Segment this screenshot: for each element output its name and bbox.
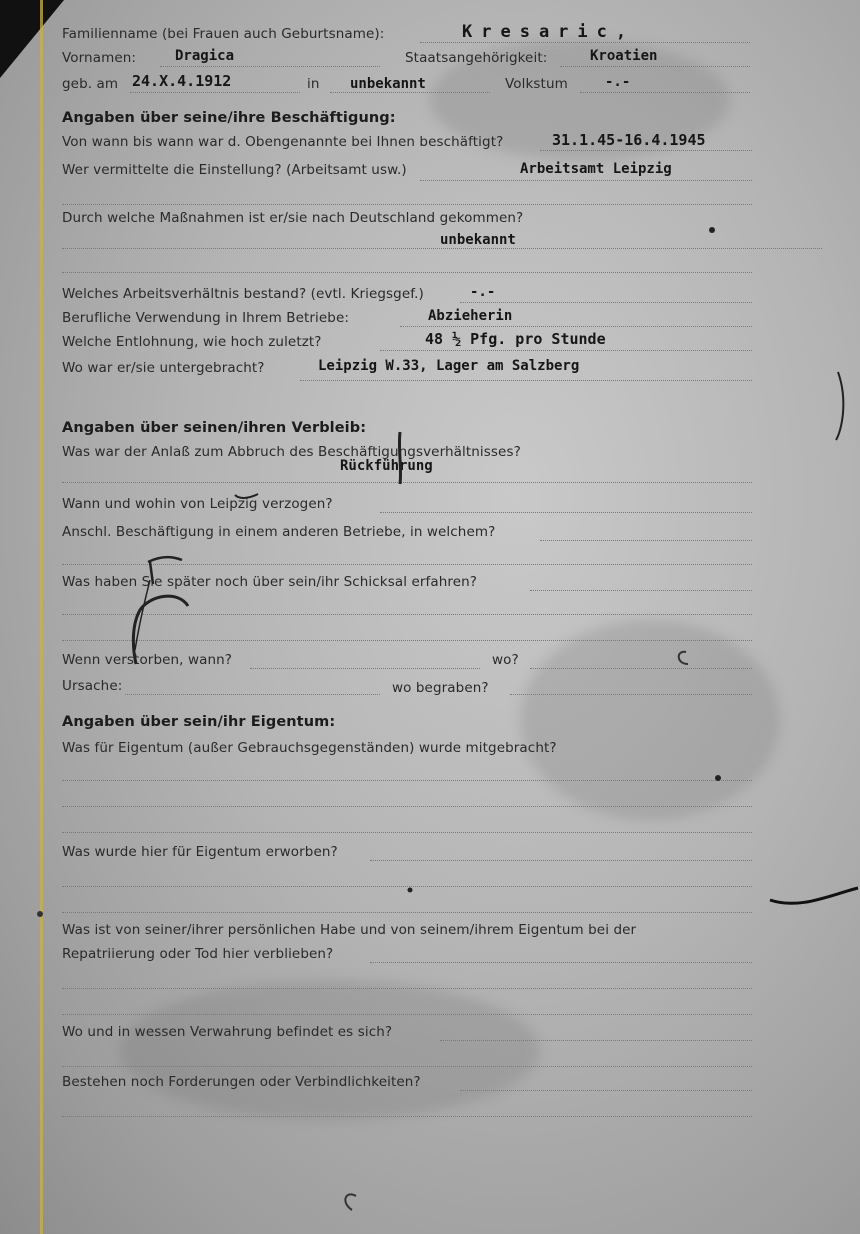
birth-value: 24.X.4.1912 <box>132 72 232 90</box>
brought-label: Was für Eigentum (außer Gebrauchsgegenständen) wurde mitgebracht? <box>62 740 557 756</box>
surname-value: Kresaric, <box>462 22 636 42</box>
custody-label: Wo und in wessen Verwahrung befindet es sich? <box>62 1024 393 1040</box>
arrival-value: unbekannt <box>440 232 516 248</box>
placement-label: Wer vermittelte die Einstellung? (Arbeitsamt usw.) <box>62 162 407 178</box>
relation-value: -.- <box>470 284 496 300</box>
employment-heading: Angaben über seine/ihre Beschäftigung: <box>62 110 396 126</box>
birthplace-value: unbekannt <box>350 76 426 92</box>
surname-label: Familienname (bei Frauen auch Geburtsname): <box>62 26 385 42</box>
claims-label: Bestehen noch Forderungen oder Verbindlichkeiten? <box>62 1074 421 1090</box>
nationality-value: Kroatien <box>590 48 658 64</box>
birthplace-in-label: in <box>307 76 320 92</box>
burial-label: wo begraben? <box>392 680 489 696</box>
moved-label: Wann und wohin von Leipzig verzogen? <box>62 496 333 512</box>
whereabouts-heading: Angaben über seinen/ihren Verbleib: <box>62 420 367 436</box>
ethnicity-value: -.- <box>605 74 631 90</box>
employment-period-value: 31.1.45-16.4.1945 <box>552 131 706 149</box>
firstname-value: Dragica <box>175 48 235 64</box>
reason-value: Rückführung <box>340 458 433 474</box>
cause-label: Ursache: <box>62 678 123 694</box>
arrival-label: Durch welche Maßnahmen ist er/sie nach Deutschland gekommen? <box>62 210 524 226</box>
employment-period-label: Von wann bis wann war d. Obengenannte bei Ihnen beschäftigt? <box>62 134 504 150</box>
reason-label: Was war der Anlaß zum Abbruch des Beschäftigungsverhältnisses? <box>62 444 521 460</box>
role-value: Abzieherin <box>428 308 513 324</box>
next-job-label: Anschl. Beschäftigung in einem anderen Betriebe, in welchem? <box>62 524 496 540</box>
housing-label: Wo war er/sie untergebracht? <box>62 360 265 376</box>
ethnicity-label: Volkstum <box>505 76 568 92</box>
role-label: Berufliche Verwendung in Ihrem Betriebe: <box>62 310 350 326</box>
death-when-label: Wenn verstorben, wann? <box>62 652 233 668</box>
pay-label: Welche Entlohnung, wie hoch zuletzt? <box>62 334 322 350</box>
relation-label: Welches Arbeitsverhältnis bestand? (evtl. Kriegsgef.) <box>62 286 424 302</box>
fate-label: Was haben Sie später noch über sein/ihr Schicksal erfahren? <box>62 574 478 590</box>
firstname-label: Vornamen: <box>62 50 137 66</box>
nationality-label: Staatsangehörigkeit: <box>405 50 548 66</box>
death-where-label: wo? <box>492 652 519 668</box>
birth-label: geb. am <box>62 76 119 92</box>
property-heading: Angaben über sein/ihr Eigentum: <box>62 714 336 730</box>
housing-value: Leipzig W.33, Lager am Salzberg <box>318 358 580 374</box>
placement-value: Arbeitsamt Leipzig <box>520 161 672 177</box>
pay-value: 48 ½ Pfg. pro Stunde <box>425 330 606 348</box>
acquired-label: Was wurde hier für Eigentum erworben? <box>62 844 338 860</box>
remaining-label-line2: Repatriierung oder Tod hier verblieben? <box>62 946 334 962</box>
remaining-label-line1: Was ist von seiner/ihrer persönlichen Habe und von seinem/ihrem Eigentum bei der <box>62 922 637 938</box>
